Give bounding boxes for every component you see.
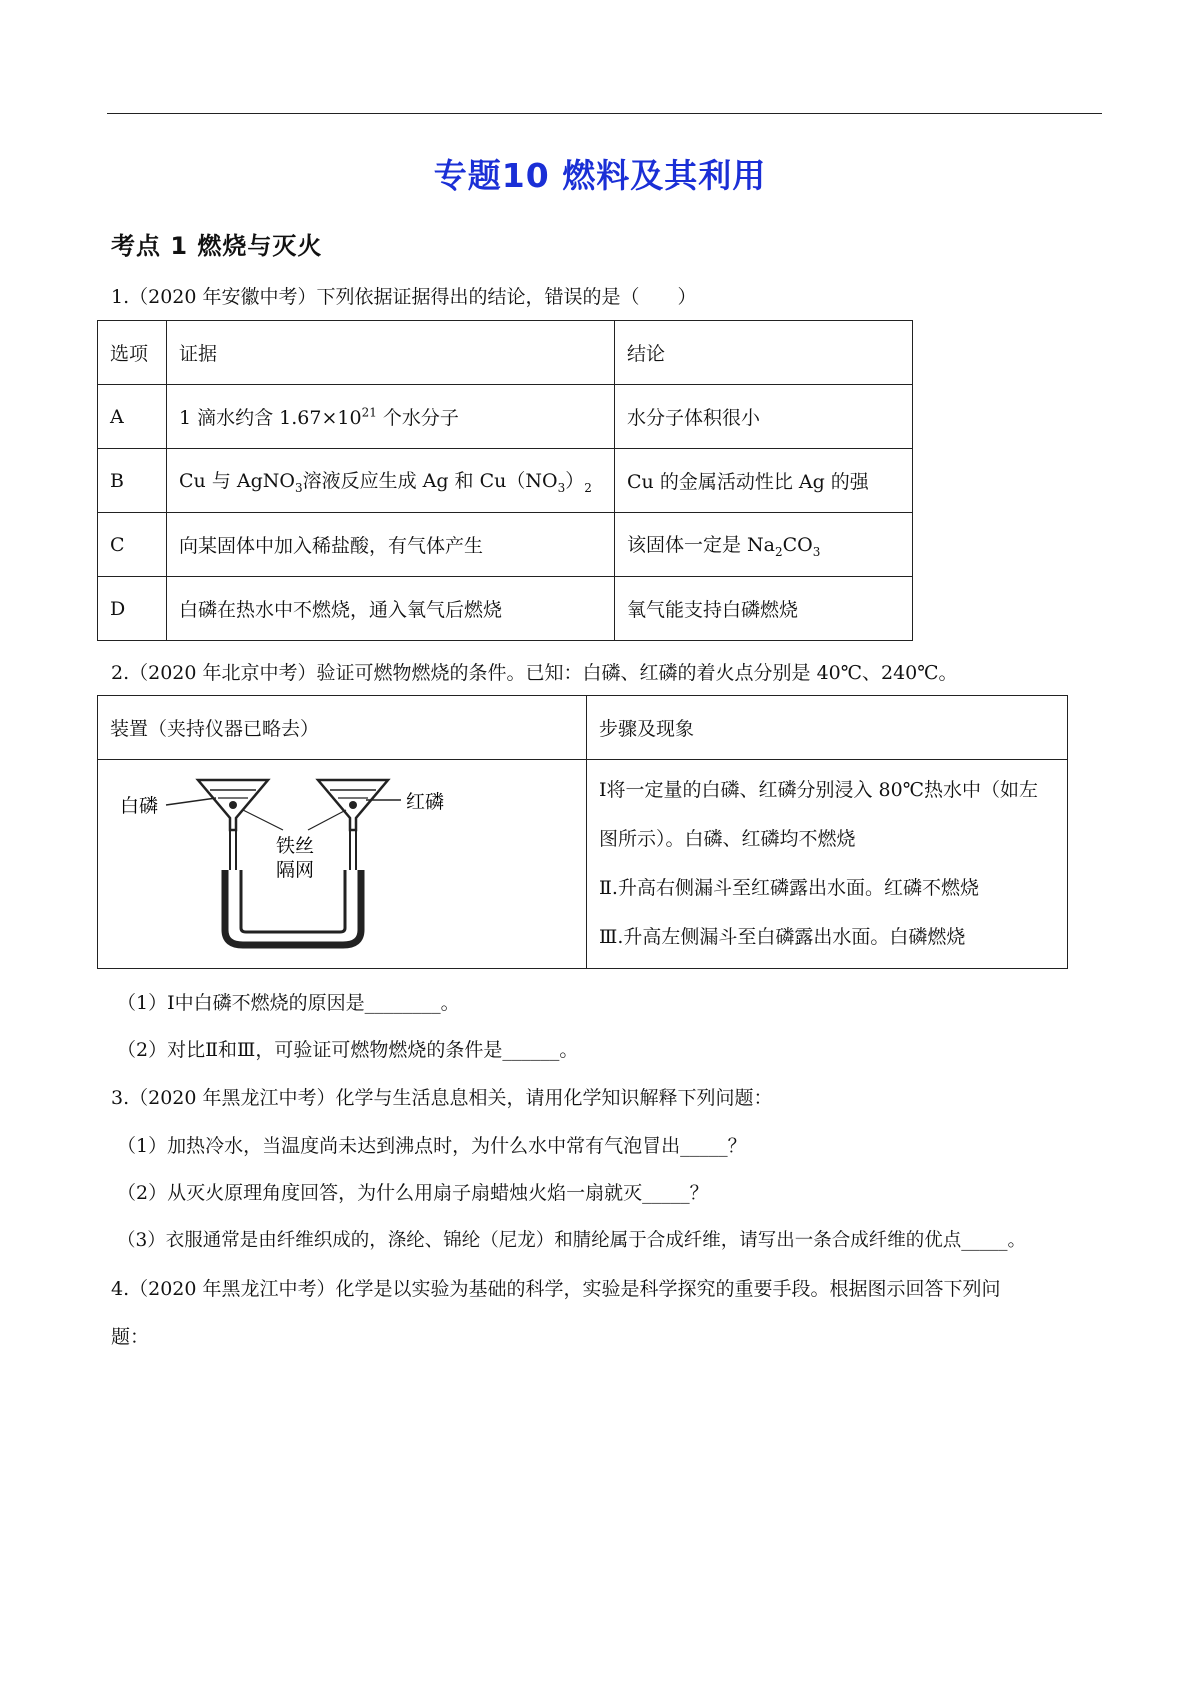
q4-stem-line2: 题： [111, 1326, 150, 1348]
row-option: D [98, 577, 167, 641]
q1-stem: 1.（2020 年安徽中考）下列依据证据得出的结论，错误的是（ ） [111, 286, 697, 308]
page-title: 专题10 燃料及其利用 [433, 156, 767, 195]
q1-table [97, 320, 913, 641]
white-phosphorus-sample [229, 801, 237, 809]
header-evidence: 证据 [167, 321, 615, 385]
table-header-row [98, 696, 1068, 760]
row-conclusion: 该固体一定是 $Na_2CO_3$ [615, 513, 913, 577]
table-row [98, 577, 913, 641]
section-heading: 考点 1 燃烧与灭火 [111, 232, 323, 260]
row-conclusion: 氧气能支持白磷燃烧 [615, 577, 913, 641]
row-evidence: Cu 与 AgNO$_3$溶液反应生成 Ag 和 $Cu(NO_3)_2$ [167, 449, 615, 513]
table-row [98, 760, 1068, 969]
table-row [98, 449, 913, 513]
row-evidence: 白磷在热水中不燃烧，通入氧气后燃烧 [167, 577, 615, 641]
u-tube-funnel-diagram [118, 760, 518, 960]
q3-sub1: （1）加热冷水，当温度尚未达到沸点时，为什么水中常有气泡冒出_____？ [117, 1135, 747, 1157]
step-3: Ⅲ.升高左侧漏斗至白磷露出水面。白磷燃烧 [599, 926, 966, 948]
table-row [98, 385, 913, 449]
q3-sub2: （2）从灭火原理角度回答，为什么用扇子扇蜡烛火焰一扇就灭_____？ [117, 1182, 709, 1204]
label-red-phosphorus: 红磷 [406, 791, 445, 813]
label-white-phosphorus: 白磷 [120, 795, 159, 817]
step-1: Ⅰ将一定量的白磷、红磷分别浸入 80℃热水中（如左图所示）。白磷、红磷均不燃烧 [599, 779, 1038, 850]
steps-cell [587, 760, 1068, 969]
step-2: Ⅱ.升高右侧漏斗至红磷露出水面。红磷不燃烧 [599, 877, 979, 899]
table-row [98, 513, 913, 577]
red-phosphorus-sample [349, 801, 357, 809]
q2-stem: 2.（2020 年北京中考）验证可燃物燃烧的条件。已知：白磷、红磷的着火点分别是 40℃、240℃。 [111, 662, 958, 684]
q2-sub1: （1）Ⅰ中白磷不燃烧的原因是________。 [117, 992, 460, 1014]
label-iron-wire: 铁丝 [276, 835, 315, 857]
apparatus-figure [118, 760, 518, 950]
row-evidence: 1 滴水约含 $1.67\times 10^{21}$ 个水分子 [167, 385, 615, 449]
apparatus-figure-cell [98, 760, 587, 969]
row-option: C [98, 513, 167, 577]
row-option: B [98, 449, 167, 513]
q3-sub3: （3）衣服通常是由纤维织成的，涤纶、锦纶（尼龙）和腈纶属于合成纤维，请写出一条合成纤维的优点_____。 [117, 1230, 1027, 1251]
q3-stem: 3.（2020 年黑龙江中考）化学与生活息息相关，请用化学知识解释下列问题： [111, 1087, 773, 1109]
header-apparatus: 装置（夹持仪器已略去） [98, 696, 587, 760]
row-evidence: 向某固体中加入稀盐酸，有气体产生 [167, 513, 615, 577]
row-conclusion: 水分子体积很小 [615, 385, 913, 449]
header-steps: 步骤及现象 [587, 696, 1068, 760]
header-option: 选项 [98, 321, 167, 385]
q2-sub2: （2）对比Ⅱ和Ⅲ，可验证可燃物燃烧的条件是______。 [117, 1039, 579, 1061]
row-option: A [98, 385, 167, 449]
table-header-row [98, 321, 913, 385]
header-rule [107, 113, 1102, 114]
q2-table [97, 695, 1068, 969]
q4-stem-line1: 4.（2020 年黑龙江中考）化学是以实验为基础的科学，实验是科学探究的重要手段。根据图示回答下列问 [111, 1278, 1001, 1300]
label-gauze: 隔网 [276, 859, 315, 881]
row-conclusion: Cu 的金属活动性比 Ag 的强 [615, 449, 913, 513]
header-conclusion: 结论 [615, 321, 913, 385]
